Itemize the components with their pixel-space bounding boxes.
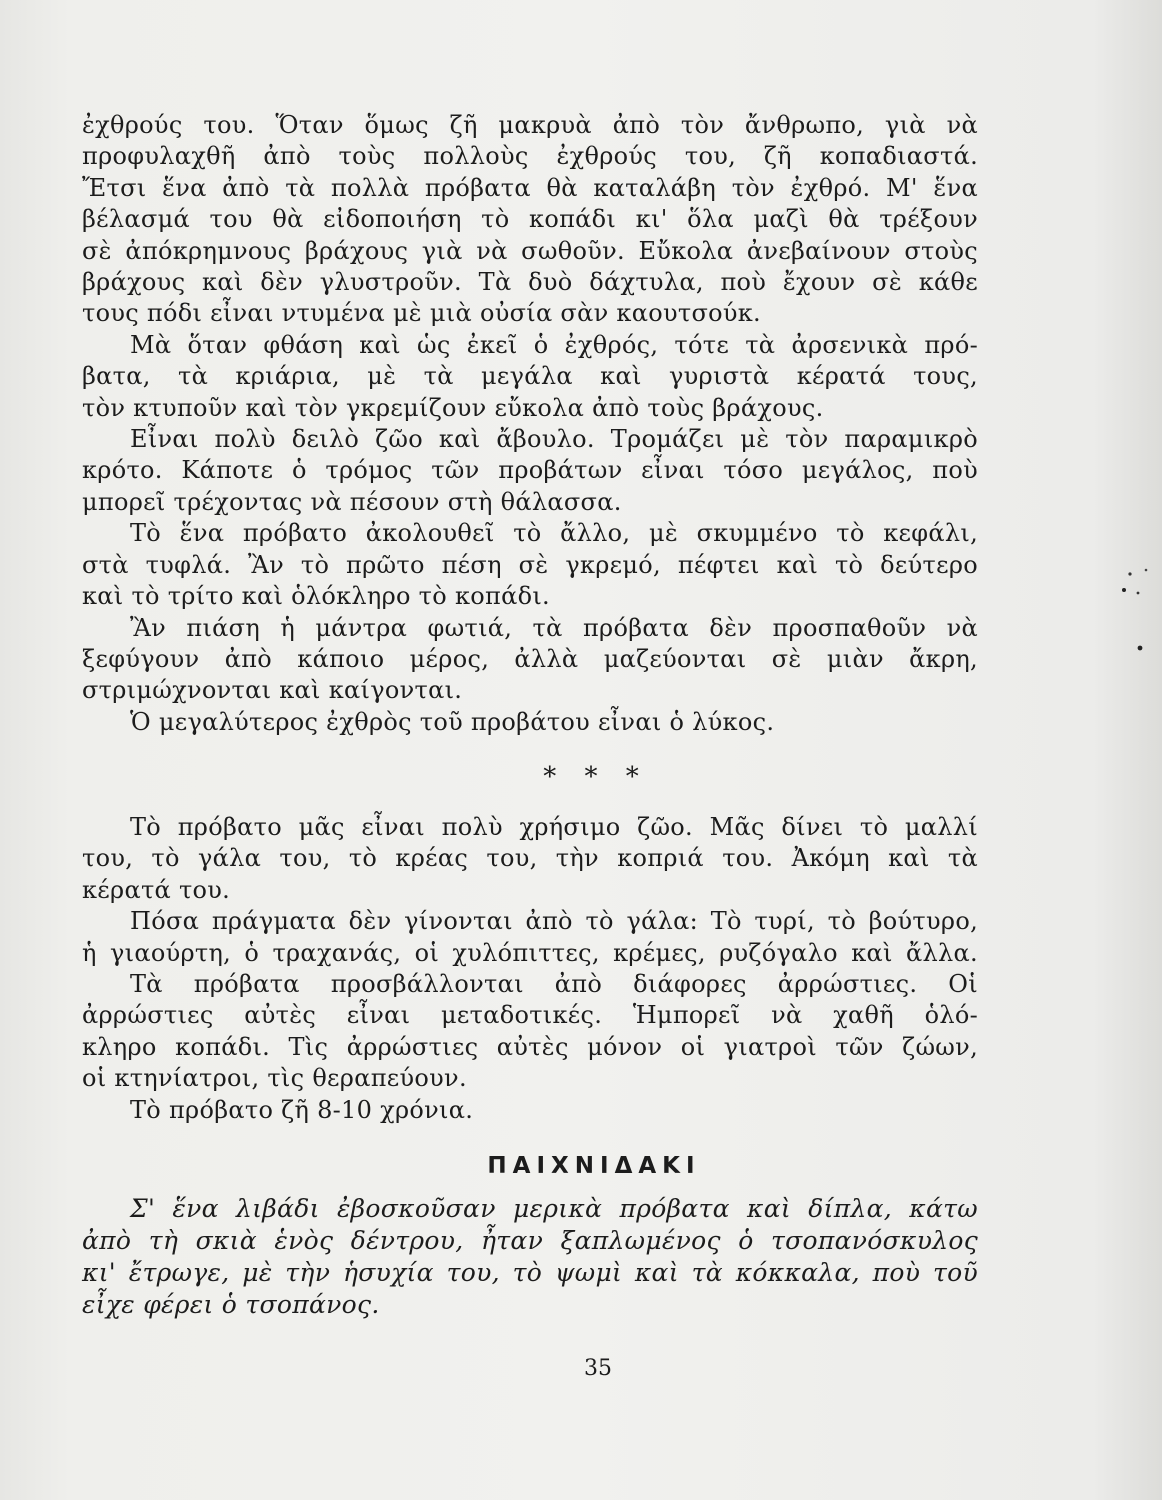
- text-line: μπορεῖ τρέχοντας νὰ πέσουν στὴ θάλασσα.: [82, 487, 622, 516]
- text-line: ἡ γιαούρτη, ὁ τραχανάς, οἱ χυλόπιττες, κρέμες, ρυζόγαλο καὶ ἄλλα.: [82, 938, 978, 967]
- text-section-3: [82, 1193, 978, 1321]
- text-line: Ἂν πιάση ἡ μάντρα φωτιά, τὰ πρόβατα δὲν προσπαθοῦν νὰ: [130, 613, 978, 642]
- section-heading: ΠΑΙΧΝΙΔΑΚΙ: [487, 1153, 701, 1179]
- text-line: Πόσα πράγματα δὲν γίνονται ἀπὸ τὸ γάλα: Τὸ τυρί, τὸ βούτυρο,: [130, 907, 978, 936]
- text-line: ξεφύγουν ἀπὸ κάποιο μέρος, ἀλλὰ μαζεύονται σὲ μιὰν ἄκρη,: [82, 644, 978, 673]
- text-line: Τὸ πρόβατο μᾶς εἶναι πολὺ χρήσιμο ζῶο. Μᾶς δίνει τὸ μαλλί: [130, 813, 978, 841]
- text-line: Εἶναι πολὺ δειλὸ ζῶο καὶ ἄβουλο. Τρομάζει μὲ τὸν παραμικρὸ: [130, 425, 978, 454]
- text-line: στριμώχνονται καὶ καίγονται.: [82, 676, 463, 705]
- text-line: εἶχε φέρει ὁ τσοπάνος.: [82, 1290, 380, 1319]
- section-separator: * * *: [543, 762, 649, 792]
- text-line: ἀρρώστιες αὐτὲς εἶναι μεταδοτικές. Ἡμπορεῖ νὰ χαθῆ ὁλό-: [82, 1001, 978, 1030]
- text-line: του, τὸ γάλα του, τὸ κρέας του, τὴν κοπριά του. Ἀκόμη καὶ τὰ: [82, 844, 978, 873]
- text-line: στὰ τυφλά. Ἂν τὸ πρῶτο πέση σὲ γκρεμό, πέφτει καὶ τὸ δεύτερο: [82, 550, 978, 579]
- text-line: ἀπὸ τὴ σκιὰ ἑνὸς δέντρου, ἦταν ξαπλωμένος ὁ τσοπανόσκυλος: [82, 1226, 978, 1255]
- text-line: βέλασμά του θὰ εἰδοποιήση τὸ κοπάδι κι' ὅλα μαζὶ θὰ τρέξουν: [82, 205, 978, 234]
- text-line: Μὰ ὅταν φθάση καὶ ὡς ἐκεῖ ὁ ἐχθρός, τότε τὰ ἀρσενικὰ πρό-: [130, 330, 978, 359]
- page-number: 35: [584, 1356, 612, 1381]
- text-line: τὸν κτυποῦν καὶ τὸν γκρεμίζουν εὔκολα ἀπὸ τοὺς βράχους.: [82, 393, 824, 422]
- text-section-2: [82, 812, 978, 1126]
- text-line: βράχους καὶ δὲν γλυστροῦν. Τὰ δυὸ δάχτυλα, ποὺ ἔχουν σὲ κάθε: [82, 268, 978, 297]
- text-line: Ἔτσι ἕνα ἀπὸ τὰ πολλὰ πρόβατα θὰ καταλάβη τὸν ἐχθρό. Μ' ἕνα: [82, 173, 978, 202]
- text-line: βατα, τὰ κριάρια, μὲ τὰ μεγάλα καὶ γυριστὰ κέρατά τους,: [82, 362, 978, 391]
- text-line: Τὰ πρόβατα προσβάλλονται ἀπὸ διάφορες ἀρρώστιες. Οἱ: [130, 970, 978, 999]
- text-line: Ὁ μεγαλύτερος ἐχθρὸς τοῦ προβάτου εἶναι ὁ λύκος.: [130, 707, 775, 736]
- text-line: Σ' ἕνα λιβάδι ἐβοσκοῦσαν μερικὰ πρόβατα καὶ δίπλα, κάτω: [130, 1194, 978, 1223]
- text-line: κέρατά του.: [82, 875, 231, 904]
- text-line: καὶ τὸ τρίτο καὶ ὁλόκληρο τὸ κοπάδι.: [82, 582, 550, 611]
- text-line: ἐχθρούς του. Ὅταν ὅμως ζῆ μακρυὰ ἀπὸ τὸν ἄνθρωπο, γιὰ νὰ: [82, 111, 978, 139]
- text-line: σὲ ἀπόκρημνους βράχους γιὰ νὰ σωθοῦν. Εὔκολα ἀνεβαίνουν στοὺς: [82, 236, 978, 265]
- text-line: Τὸ πρόβατο ζῆ 8-10 χρόνια.: [130, 1095, 474, 1124]
- text-section-1: [82, 110, 978, 738]
- text-line: κι' ἔτρωγε, μὲ τὴν ἡσυχία του, τὸ ψωμὶ καὶ τὰ κόκκαλα, ποὺ τοῦ: [82, 1258, 978, 1287]
- text-line: τους πόδι εἶναι ντυμένα μὲ μιὰ οὐσία σὰν καουτσούκ.: [82, 299, 761, 328]
- paper-specks: [1102, 560, 1162, 670]
- text-line: Τὸ ἕνα πρόβατο ἀκολουθεῖ τὸ ἄλλο, μὲ σκυμμένο τὸ κεφάλι,: [130, 519, 978, 548]
- text-line: κρότο. Κάποτε ὁ τρόμος τῶν προβάτων εἶναι τόσο μεγάλος, ποὺ: [82, 456, 978, 485]
- text-line: προφυλαχθῆ ἀπὸ τοὺς πολλοὺς ἐχθρούς του, ζῆ κοπαδιαστά.: [82, 142, 978, 171]
- text-line: οἱ κτηνίατροι, τὶς θεραπεύουν.: [82, 1064, 467, 1093]
- text-line: κληρο κοπάδι. Τὶς ἀρρώστιες αὐτὲς μόνον οἱ γιατροὶ τῶν ζώων,: [82, 1032, 978, 1061]
